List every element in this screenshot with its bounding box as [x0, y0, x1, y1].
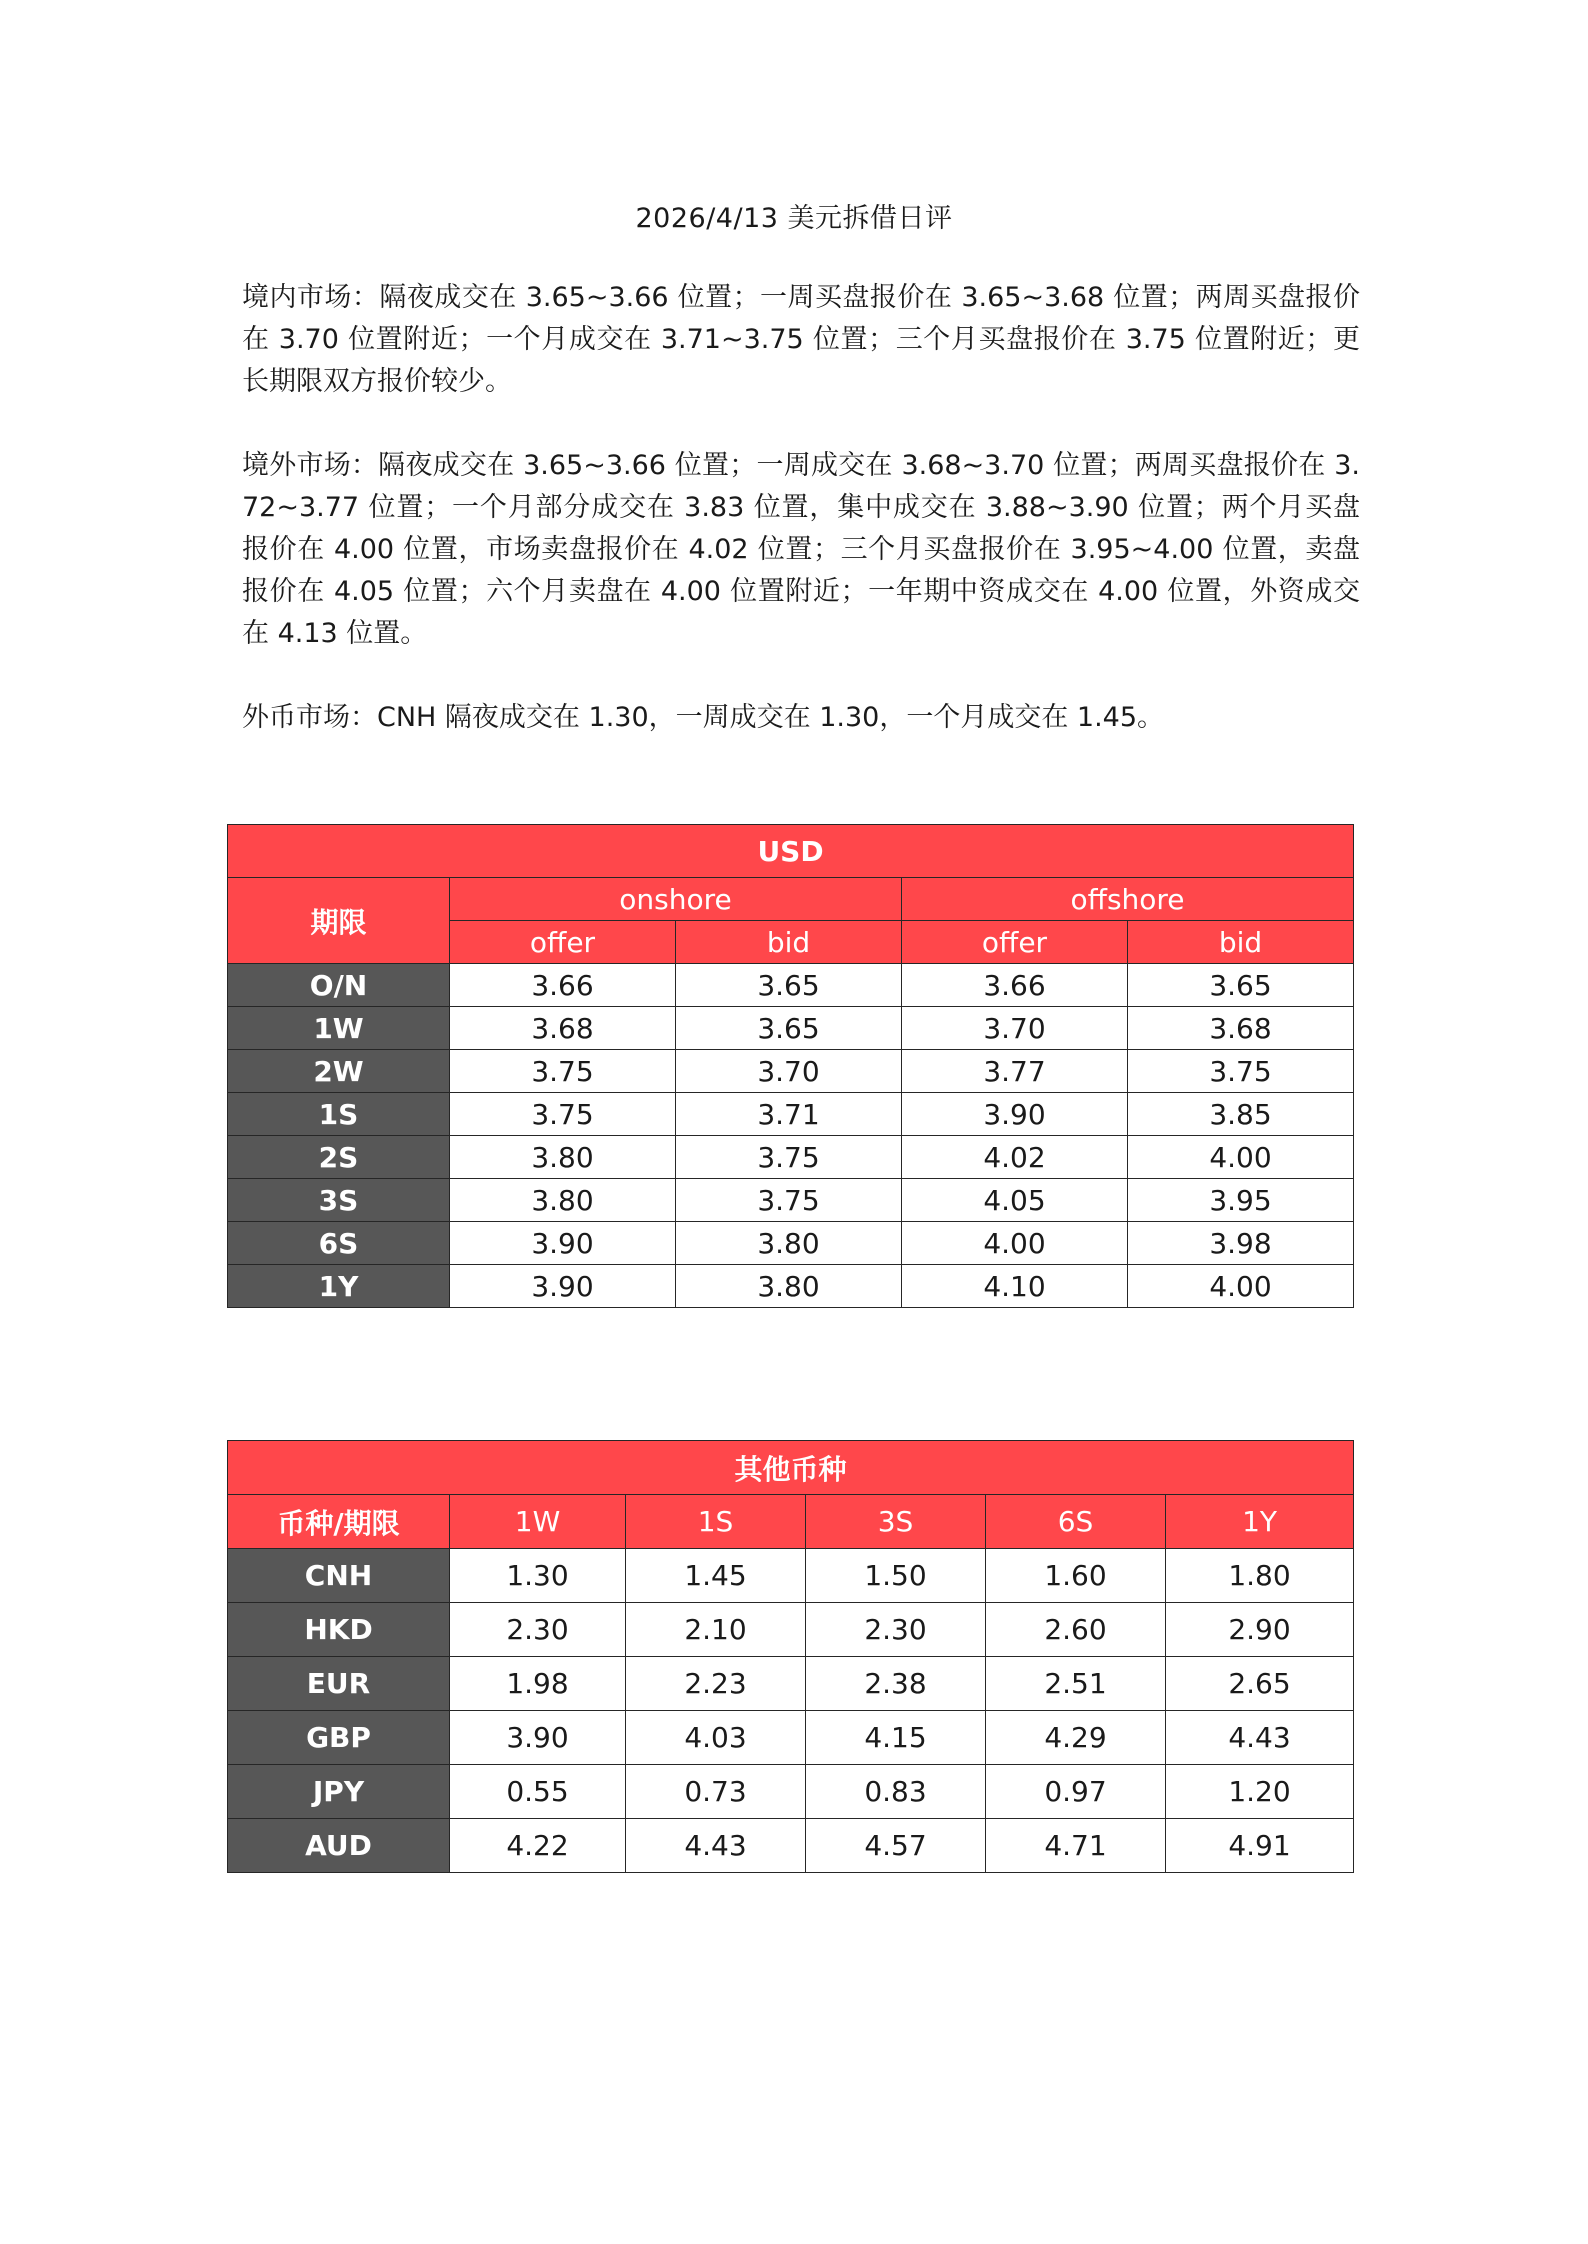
rate-cell: 2.65 — [1166, 1657, 1354, 1711]
rate-cell: 3.95 — [1128, 1179, 1354, 1222]
rate-cell: 3.75 — [676, 1136, 902, 1179]
table-row — [228, 1265, 1354, 1308]
other-currencies-table — [227, 1440, 1354, 1873]
rate-cell: 4.02 — [902, 1136, 1128, 1179]
table-row — [228, 1179, 1354, 1222]
rate-cell: 3.90 — [450, 1265, 676, 1308]
rate-cell: 3.65 — [1128, 964, 1354, 1007]
rate-cell: 2.10 — [626, 1603, 806, 1657]
onshore-market-paragraph: 境内市场：隔夜成交在 3.65~3.66 位置；一周买盘报价在 3.65~3.68 位置；两周买盘报价在 3.70 位置附近；一个月成交在 3.71~3.75 位置；三个月买盘报价在 3.75 位置附近；更长期限双方报价较少。 — [242, 282, 1360, 397]
rate-cell: 3.75 — [1128, 1050, 1354, 1093]
rate-cell: 1.30 — [450, 1549, 626, 1603]
currency-cell: JPY — [228, 1765, 450, 1819]
tenor-column-header: 3S — [806, 1495, 986, 1549]
rate-cell: 2.23 — [626, 1657, 806, 1711]
rate-cell: 4.71 — [986, 1819, 1166, 1873]
rate-cell: 3.75 — [676, 1179, 902, 1222]
other-table-title: 其他币种 — [228, 1441, 1354, 1495]
rate-cell: 3.75 — [450, 1050, 676, 1093]
rate-cell: 4.91 — [1166, 1819, 1354, 1873]
rate-cell: 2.38 — [806, 1657, 986, 1711]
rate-cell: 3.98 — [1128, 1222, 1354, 1265]
tenor-cell: 1W — [228, 1007, 450, 1050]
currency-cell: EUR — [228, 1657, 450, 1711]
onshore-header: onshore — [450, 878, 902, 921]
rate-cell: 3.75 — [450, 1093, 676, 1136]
tenor-column-header: 1Y — [1166, 1495, 1354, 1549]
offshore-offer-header: offer — [902, 921, 1128, 964]
rate-cell: 3.77 — [902, 1050, 1128, 1093]
rate-cell: 2.30 — [450, 1603, 626, 1657]
table-row — [228, 1136, 1354, 1179]
rate-cell: 3.90 — [450, 1711, 626, 1765]
onshore-bid-header: bid — [676, 921, 902, 964]
rate-cell: 4.43 — [1166, 1711, 1354, 1765]
tenor-cell: 1S — [228, 1093, 450, 1136]
rate-cell: 2.30 — [806, 1603, 986, 1657]
rate-cell: 3.68 — [450, 1007, 676, 1050]
rate-cell: 1.60 — [986, 1549, 1166, 1603]
rate-cell: 4.43 — [626, 1819, 806, 1873]
usd-table-title: USD — [228, 825, 1354, 878]
offshore-bid-header: bid — [1128, 921, 1354, 964]
table-row — [228, 1603, 1354, 1657]
rate-cell: 0.55 — [450, 1765, 626, 1819]
page-title: 2026/4/13 美元拆借日评 — [635, 203, 953, 234]
table-row — [228, 1711, 1354, 1765]
rate-cell: 3.85 — [1128, 1093, 1354, 1136]
tenor-cell: O/N — [228, 964, 450, 1007]
tenor-cell: 1Y — [228, 1265, 450, 1308]
rate-cell: 3.71 — [676, 1093, 902, 1136]
offshore-header: offshore — [902, 878, 1354, 921]
rate-cell: 0.83 — [806, 1765, 986, 1819]
rate-cell: 1.98 — [450, 1657, 626, 1711]
rate-cell: 3.80 — [676, 1265, 902, 1308]
rate-cell: 4.15 — [806, 1711, 986, 1765]
tenor-cell: 2S — [228, 1136, 450, 1179]
rate-cell: 0.97 — [986, 1765, 1166, 1819]
rate-cell: 3.90 — [450, 1222, 676, 1265]
rate-cell: 1.20 — [1166, 1765, 1354, 1819]
table-row — [228, 1093, 1354, 1136]
offshore-market-paragraph: 境外市场：隔夜成交在 3.65~3.66 位置；一周成交在 3.68~3.70 位置；两周买盘报价在 3.72~3.77 位置；一个月部分成交在 3.83 位置，集中成交在 3.88~3.90 位置；两个月买盘报价在 4.00 位置，市场卖盘报价在 4.02 位置；三个月买盘报价在 3.95~4.00 位置，卖盘报价在 4.05 位置；六个月卖盘在 4.00 位置附近；一年期中资成交在 4.00 位置，外资成交在 4.13 位置。 — [242, 450, 1360, 649]
rate-cell: 4.29 — [986, 1711, 1166, 1765]
onshore-offer-header: offer — [450, 921, 676, 964]
table-row — [228, 964, 1354, 1007]
table-row — [228, 1657, 1354, 1711]
rate-cell: 3.65 — [676, 964, 902, 1007]
currency-cell: AUD — [228, 1819, 450, 1873]
rate-cell: 3.90 — [902, 1093, 1128, 1136]
rate-cell: 3.80 — [450, 1136, 676, 1179]
rate-cell: 1.45 — [626, 1549, 806, 1603]
rate-cell: 4.05 — [902, 1179, 1128, 1222]
table-row — [228, 1765, 1354, 1819]
currency-tenor-header: 币种/期限 — [228, 1495, 450, 1549]
tenor-header: 期限 — [228, 878, 450, 964]
currency-cell: HKD — [228, 1603, 450, 1657]
rate-cell: 2.51 — [986, 1657, 1166, 1711]
usd-rates-table — [227, 824, 1354, 1308]
rate-cell: 3.68 — [1128, 1007, 1354, 1050]
rate-cell: 2.90 — [1166, 1603, 1354, 1657]
rate-cell: 3.65 — [676, 1007, 902, 1050]
currency-cell: GBP — [228, 1711, 450, 1765]
table-row — [228, 1222, 1354, 1265]
rate-cell: 4.00 — [1128, 1136, 1354, 1179]
rate-cell: 3.70 — [676, 1050, 902, 1093]
rate-cell: 1.50 — [806, 1549, 986, 1603]
rate-cell: 4.10 — [902, 1265, 1128, 1308]
rate-cell: 3.70 — [902, 1007, 1128, 1050]
rate-cell: 3.66 — [450, 964, 676, 1007]
table-row — [228, 1007, 1354, 1050]
rate-cell: 4.00 — [902, 1222, 1128, 1265]
table-row — [228, 1549, 1354, 1603]
tenor-column-header: 1S — [626, 1495, 806, 1549]
rate-cell: 0.73 — [626, 1765, 806, 1819]
rate-cell: 4.03 — [626, 1711, 806, 1765]
rate-cell: 3.80 — [450, 1179, 676, 1222]
rate-cell: 4.22 — [450, 1819, 626, 1873]
rate-cell: 3.66 — [902, 964, 1128, 1007]
fx-market-paragraph: 外币市场：CNH 隔夜成交在 1.30，一周成交在 1.30，一个月成交在 1.45。 — [242, 702, 1165, 733]
rate-cell: 1.80 — [1166, 1549, 1354, 1603]
tenor-column-header: 1W — [450, 1495, 626, 1549]
tenor-cell: 3S — [228, 1179, 450, 1222]
rate-cell: 4.00 — [1128, 1265, 1354, 1308]
rate-cell: 4.57 — [806, 1819, 986, 1873]
rate-cell: 3.80 — [676, 1222, 902, 1265]
table-row — [228, 1050, 1354, 1093]
tenor-cell: 2W — [228, 1050, 450, 1093]
table-row — [228, 1819, 1354, 1873]
rate-cell: 2.60 — [986, 1603, 1166, 1657]
currency-cell: CNH — [228, 1549, 450, 1603]
tenor-cell: 6S — [228, 1222, 450, 1265]
tenor-column-header: 6S — [986, 1495, 1166, 1549]
